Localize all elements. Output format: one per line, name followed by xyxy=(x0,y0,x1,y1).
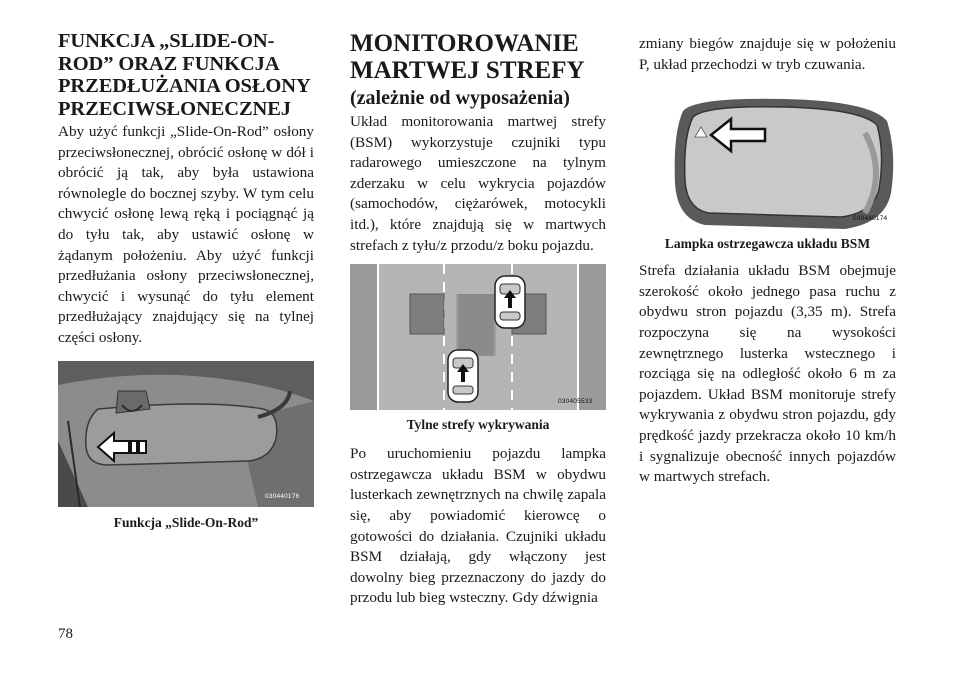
column-middle xyxy=(350,30,606,609)
column-left xyxy=(58,30,314,532)
figure-code: 030405533 xyxy=(558,398,593,406)
figure-code: 030440176 xyxy=(265,492,300,500)
section-heading-blind-spot: MONITOROWANIE MARTWEJ STREFY xyxy=(350,30,585,84)
figure-caption: Lampka ostrzegawcza układu BSM xyxy=(664,236,871,252)
paragraph-slide-on-rod: Aby użyć funkcji „Slide-On-Rod” osłony przeciwsłonecznej, obrócić osłonę w dół i obrócić ją tak, aby była ustawiona równolegle do bocznej szyby. W tym celu chwycić osłonę lewą ręką i pociągnąć ją do tyłu tak, aby ustawić osłonę w żądanym położeniu. Aby użyć funkcji przedłużania osłony przeciwsłonecznej, chwycić i wysunąć do tyłu element przedłużający znajdujący się na tylnej części osłony. xyxy=(58,123,314,346)
section-subheading: (zależnie od wyposażenia) xyxy=(350,87,570,109)
figure-code: 030440174 xyxy=(853,215,888,223)
figure-caption: Tylne strefy wykrywania xyxy=(406,417,550,433)
paragraph-bsm-startup: Po uruchomieniu pojazdu lampka ostrzegawcza układu BSM w obydwu lusterkach zewnętrznych na chwilę zapala się, aby powiadomić kierowcę o gotowości do działania. Czujniki układu BSM działają, gdy włączony jest dowolny bieg przeznaczony do jazdy do przodu lub bieg wsteczny. Gdy dźwignia xyxy=(350,445,606,607)
sun-visor-illustration xyxy=(58,361,314,507)
zone-left xyxy=(410,294,444,334)
figure-caption: Funkcja „Slide-On-Rod” xyxy=(113,514,259,530)
paragraph-bsm-intro: Układ monitorowania martwej strefy (BSM) wykorzystuje czujniki typu radarowego umieszczone na tylnym zderzaku w celu wykrycia pojazdów (samochodów, ciężarówek, motocykli itd.), które znajdują się w martwych strefach z tyłu/z przodu/z boku pojazdu. xyxy=(350,113,606,254)
page-number: 78 xyxy=(58,626,73,642)
column-right xyxy=(639,30,896,488)
figure-mirror xyxy=(665,93,896,235)
host-car xyxy=(495,276,525,328)
detection-zones-diagram xyxy=(350,264,606,410)
paragraph-standby: zmiany biegów znajduje się w położeniu P, układ przechodzi w tryb czuwania. xyxy=(639,35,896,73)
paragraph-bsm-zone: Strefa działania układu BSM obejmuje szerokość około jednego pasa ruchu z obydwu stron pojazdu (3,35 m). Strefa rozpoczyna się na wysokości zewnętrznego lusterka wstecznego i rozciąga się na odległość około 6 m za pojazdem. Układ BSM monitoruje strefy wykrywania z obydwu stron pojazdu, gdy prędkość jazdy przekracza około 10 km/h i sygnalizuje obecność innych pojazdów w martwych strefach. xyxy=(639,262,896,486)
figure-detection-zones xyxy=(350,264,606,410)
figure-sun-visor xyxy=(58,361,314,507)
section-heading-slide-on-rod: FUNKCJA „SLIDE-ON-ROD” ORAZ FUNKCJA PRZEDŁUŻANIA OSŁONY PRZECIWSŁONECZNEJ xyxy=(58,30,310,120)
other-car xyxy=(448,350,478,402)
side-mirror-illustration xyxy=(665,93,896,235)
